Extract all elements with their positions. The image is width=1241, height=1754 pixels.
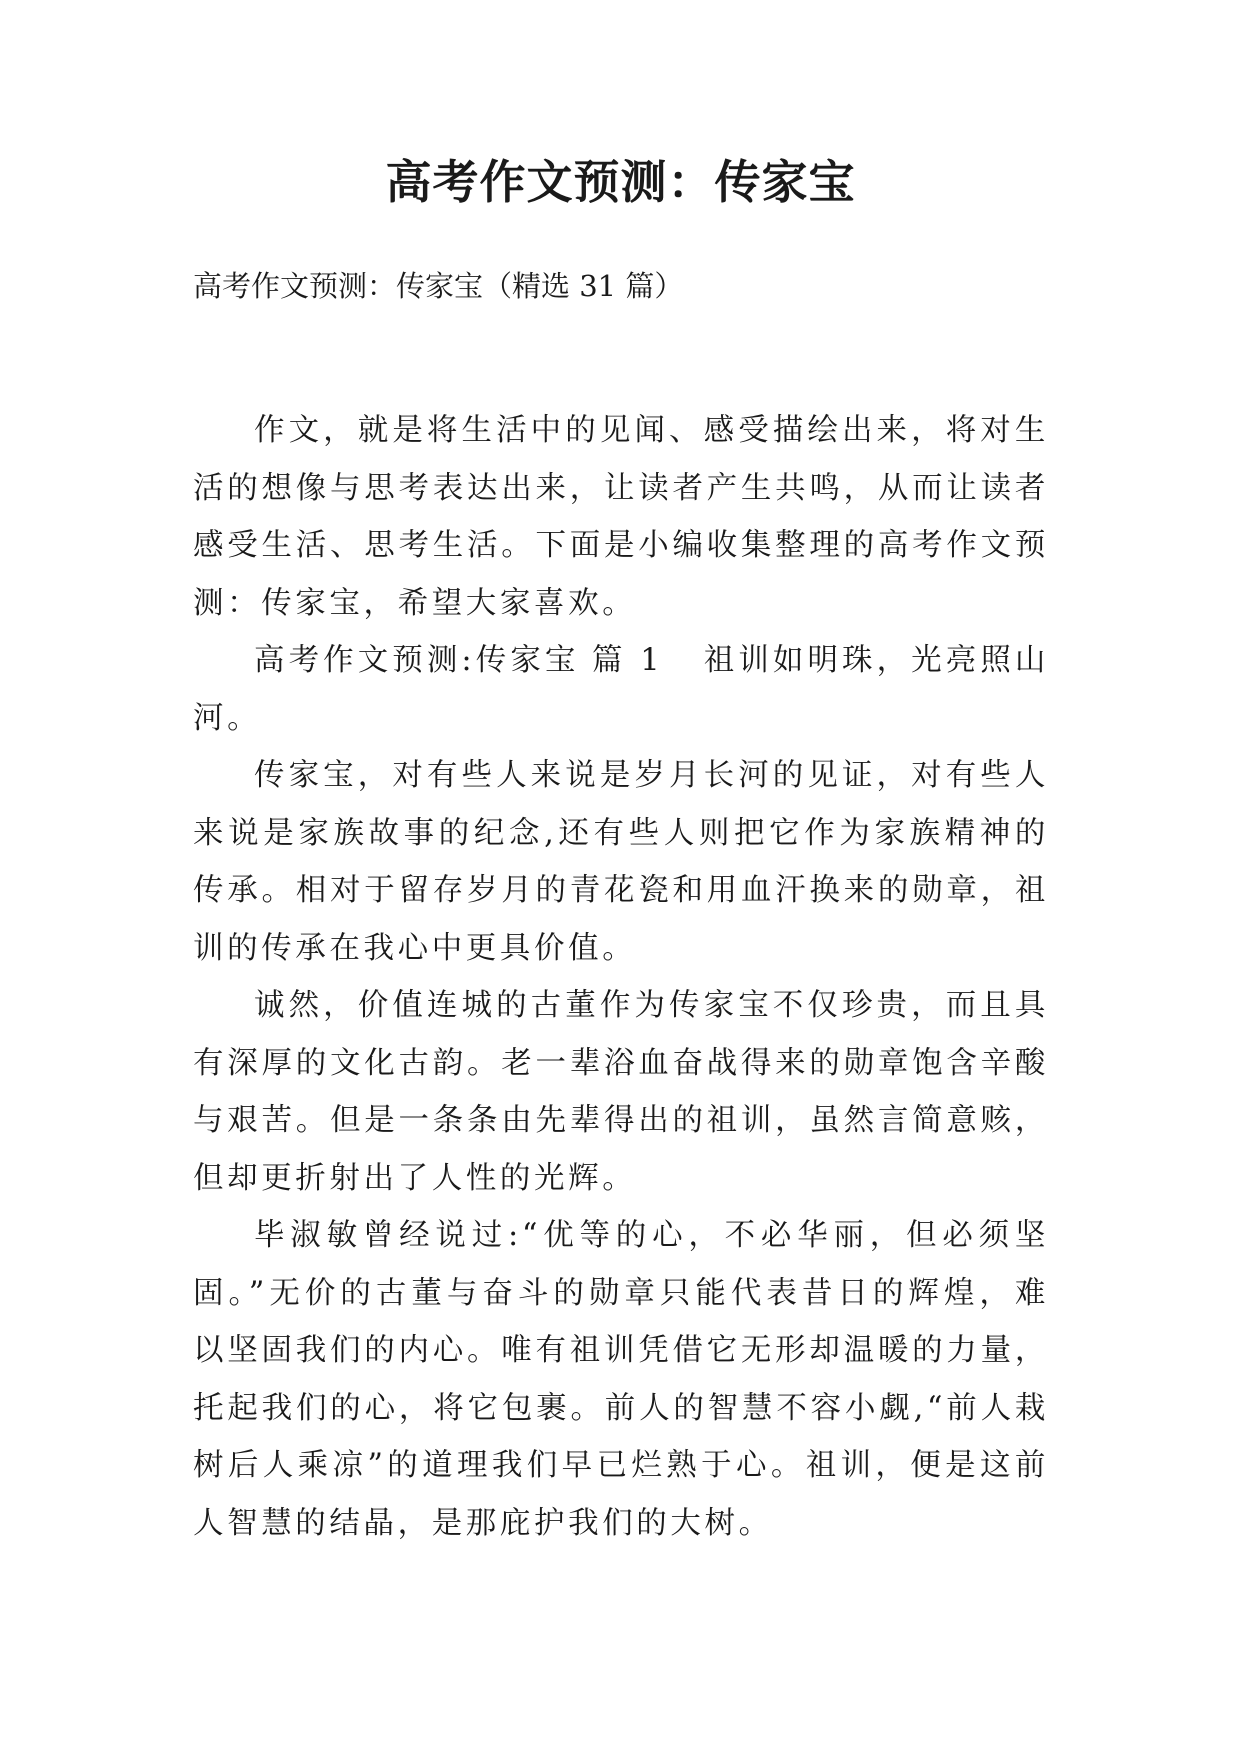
section-first-line: 祖训如明珠，光亮照山河。 <box>193 643 1049 736</box>
body-paragraph: 诚然，价值连城的古董作为传家宝不仅珍贵，而且具有深厚的文化古韵。老一辈浴血奋战得来的勋章饱含辛酸与艰苦。但是一条条由先辈得出的祖训，虽然言简意赅，但却更折射出了人性的光辉。 <box>193 988 1049 1196</box>
body-paragraph: 传家宝，对有些人来说是岁月长河的见证，对有些人来说是家族故事的纪念,还有些人则把它作为家族精神的传承。相对于留存岁月的青花瓷和用血汗换来的勋章，祖训的传承在我心中更具价值。 <box>193 758 1049 966</box>
intro-paragraph: 作文，就是将生活中的见闻、感受描绘出来，将对生活的想像与思考表达出来，让读者产生共鸣，从而让读者感受生活、思考生活。下面是小编收集整理的高考作文预测：传家宝，希望大家喜欢。 <box>193 413 1049 621</box>
document-subtitle: 高考作文预测：传家宝（精选 31 篇） <box>193 269 684 303</box>
document-body <box>193 402 1049 1552</box>
body-paragraph: 毕淑敏曾经说过:“优等的心，不必华丽，但必须坚固。”无价的古董与奋斗的勋章只能代表昔日的辉煌，难以坚固我们的内心。唯有祖训凭借它无形却温暖的力量，托起我们的心，将它包裹。前人的智慧不容小觑,“前人栽树后人乘凉”的道理我们早已烂熟于心。祖训，便是这前人智慧的结晶，是那庇护我们的大树。 <box>193 1218 1049 1541</box>
section-heading: 高考作文预测:传家宝 <box>254 643 580 678</box>
section-heading-paragraph <box>193 632 1049 747</box>
document-title: 高考作文预测：传家宝 <box>385 155 856 209</box>
section-label: 篇 1 <box>591 643 664 678</box>
